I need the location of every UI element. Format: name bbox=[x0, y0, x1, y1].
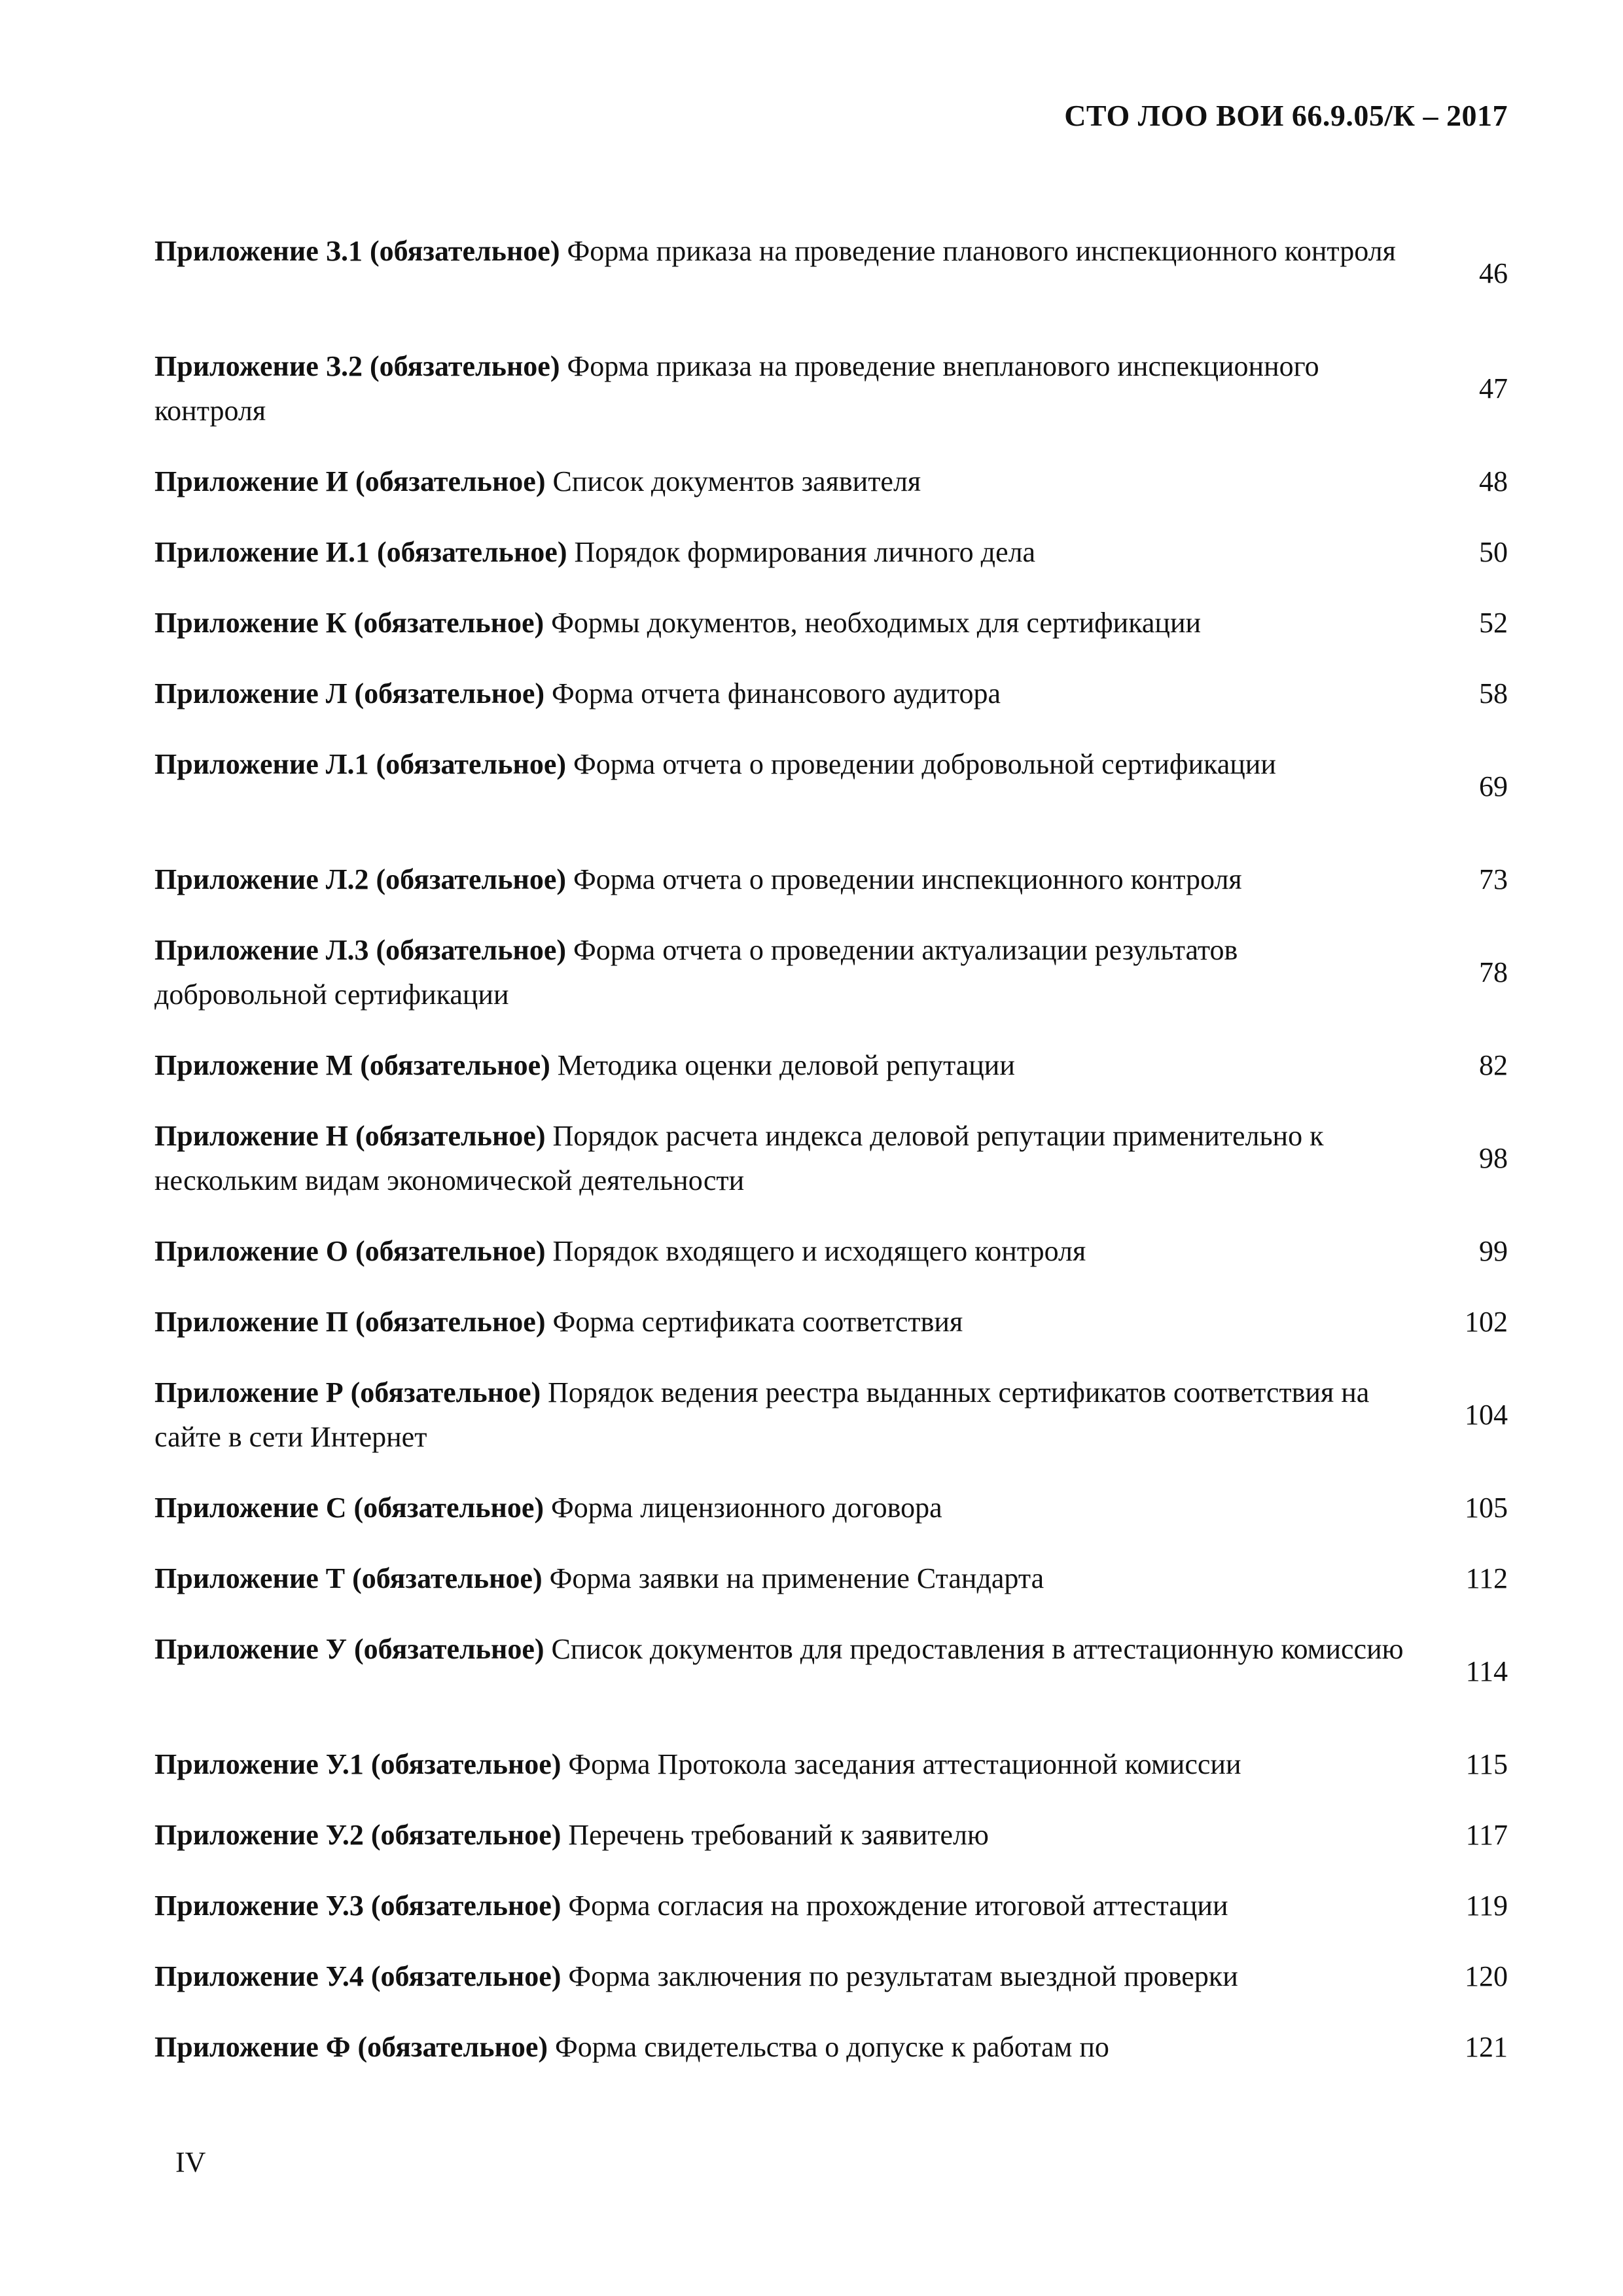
toc-entry-label: Приложение У.2 (обязательное) bbox=[154, 1819, 562, 1851]
toc-entry-title bbox=[154, 229, 1404, 274]
toc-entry bbox=[154, 344, 1508, 433]
toc-entry-label: Приложение Л (обязательное) bbox=[154, 677, 545, 709]
toc-entry-page: 115 bbox=[1465, 1748, 1508, 1780]
toc-entry-title bbox=[154, 1556, 1404, 1601]
toc-entry bbox=[154, 1627, 1508, 1716]
toc-entry bbox=[154, 1884, 1508, 1928]
toc-entry-title bbox=[154, 1300, 1404, 1344]
toc-entry-page: 82 bbox=[1479, 1049, 1508, 1081]
toc-entry-text: Форма отчета финансового аудитора bbox=[552, 677, 1001, 709]
toc-entry-title bbox=[154, 459, 1404, 504]
toc-entry-label: Приложение К (обязательное) bbox=[154, 607, 544, 639]
page-number: IV bbox=[175, 2146, 206, 2178]
toc-entry-page: 104 bbox=[1465, 1399, 1508, 1431]
toc-entry-page: 48 bbox=[1479, 465, 1508, 497]
toc-entry-text: Список документов для предоставления в аттестационную комиссию bbox=[551, 1633, 1404, 1665]
toc-entry-page: 119 bbox=[1465, 1890, 1508, 1922]
toc-entry-title bbox=[154, 601, 1404, 645]
toc-entry-page: 58 bbox=[1479, 677, 1508, 709]
toc-entry-page: 117 bbox=[1465, 1819, 1508, 1851]
toc-entry-page: 47 bbox=[1479, 372, 1508, 404]
toc-entry-text: Форма согласия на прохождение итоговой аттестации bbox=[568, 1890, 1228, 1922]
toc-entry-title bbox=[154, 1627, 1404, 1672]
toc-entry-label: Приложение Ф (обязательное) bbox=[154, 2031, 548, 2063]
toc-entry-title bbox=[154, 1486, 1404, 1530]
toc-entry-page: 78 bbox=[1479, 956, 1508, 988]
toc-entry-title bbox=[154, 344, 1404, 433]
toc-entry bbox=[154, 2025, 1508, 2070]
toc-entry-page: 98 bbox=[1479, 1142, 1508, 1174]
toc-entry-label: Приложение М (обязательное) bbox=[154, 1049, 550, 1081]
toc-entry-label: Приложение У.1 (обязательное) bbox=[154, 1748, 562, 1780]
toc-entry-page: 114 bbox=[1465, 1655, 1508, 1687]
toc-entry-page: 69 bbox=[1479, 770, 1508, 802]
toc-entry-page: 46 bbox=[1479, 257, 1508, 289]
toc-entry-page: 99 bbox=[1479, 1235, 1508, 1267]
toc-entry-title bbox=[154, 928, 1404, 1017]
toc-entry-text: Перечень требований к заявителю bbox=[568, 1819, 989, 1851]
toc-entry-label: Приложение Л.1 (обязательное) bbox=[154, 748, 567, 780]
toc-entry-title bbox=[154, 1114, 1404, 1203]
toc-entry-text: Порядок расчета индекса деловой репутации применительно к нескольким видам экономической деятельности bbox=[154, 1120, 1324, 1196]
toc-entry-text: Порядок формирования личного дела bbox=[574, 536, 1036, 568]
toc-entry bbox=[154, 1300, 1508, 1344]
toc-entry bbox=[154, 928, 1508, 1017]
toc-entry-page: 52 bbox=[1479, 607, 1508, 639]
toc-entry-label: Приложение У.4 (обязательное) bbox=[154, 1960, 562, 1992]
toc-entry-title bbox=[154, 1371, 1404, 1460]
toc-entry-title bbox=[154, 1229, 1404, 1274]
toc-entry-label: Приложение И.1 (обязательное) bbox=[154, 536, 567, 568]
toc-entry-text: Форма отчета о проведении инспекционного контроля bbox=[573, 863, 1242, 895]
toc-entry-title bbox=[154, 742, 1404, 787]
toc-entry bbox=[154, 742, 1508, 831]
toc-entry bbox=[154, 530, 1508, 575]
toc-entry-label: Приложение Р (обязательное) bbox=[154, 1376, 541, 1408]
toc-entry bbox=[154, 672, 1508, 716]
toc-entry-title bbox=[154, 1954, 1404, 1999]
toc-entry-text: Список документов заявителя bbox=[552, 465, 921, 497]
toc-entry-label: Приложение Л.2 (обязательное) bbox=[154, 863, 567, 895]
toc-entry-text: Форма приказа на проведение внепланового инспекционного контроля bbox=[154, 350, 1319, 427]
toc-entry-label: Приложение З.2 (обязательное) bbox=[154, 350, 560, 382]
toc-entry-label: Приложение З.1 (обязательное) bbox=[154, 235, 560, 267]
toc-entry-label: Приложение С (обязательное) bbox=[154, 1492, 544, 1524]
toc-entry bbox=[154, 1114, 1508, 1203]
toc-entry bbox=[154, 1486, 1508, 1530]
toc-entry-text: Форма свидетельства о допуске к работам по bbox=[555, 2031, 1109, 2063]
toc-entry-page: 102 bbox=[1465, 1306, 1508, 1338]
toc-entry bbox=[154, 1043, 1508, 1088]
toc-entry-page: 105 bbox=[1465, 1492, 1508, 1524]
toc-entry-page: 73 bbox=[1479, 863, 1508, 895]
toc-entry bbox=[154, 1229, 1508, 1274]
toc-entry-label: Приложение И (обязательное) bbox=[154, 465, 546, 497]
document-code-header: СТО ЛОО ВОИ 66.9.05/К – 2017 bbox=[1064, 99, 1508, 132]
toc-entry-title bbox=[154, 672, 1404, 716]
toc-entry-title bbox=[154, 1043, 1404, 1088]
toc-entry-label: Приложение Т (обязательное) bbox=[154, 1562, 543, 1594]
toc-entry-page: 112 bbox=[1465, 1562, 1508, 1594]
toc-entry bbox=[154, 857, 1508, 902]
toc-entry-text: Форма лицензионного договора bbox=[551, 1492, 942, 1524]
toc-entry-text: Форма отчета о проведении добровольной сертификации bbox=[573, 748, 1276, 780]
toc-entry-label: Приложение У.3 (обязательное) bbox=[154, 1890, 562, 1922]
toc-entry bbox=[154, 1556, 1508, 1601]
toc-entry-label: Приложение У (обязательное) bbox=[154, 1633, 544, 1665]
toc-entry-text: Форма Протокола заседания аттестационной комиссии bbox=[568, 1748, 1241, 1780]
toc-entry-title bbox=[154, 1884, 1404, 1928]
toc-entry-title bbox=[154, 857, 1404, 902]
toc-entry-text: Методика оценки деловой репутации bbox=[557, 1049, 1015, 1081]
toc-entry-title bbox=[154, 530, 1404, 575]
toc-entry-title bbox=[154, 1742, 1404, 1787]
toc-entry bbox=[154, 1813, 1508, 1857]
toc-entry-text: Форма заявки на применение Стандарта bbox=[549, 1562, 1044, 1594]
toc-entry bbox=[154, 1954, 1508, 1999]
toc-entry-text: Формы документов, необходимых для сертификации bbox=[551, 607, 1202, 639]
toc-entry-page: 120 bbox=[1465, 1960, 1508, 1992]
toc-entry bbox=[154, 601, 1508, 645]
toc-entry-text: Порядок ведения реестра выданных сертификатов соответствия на сайте в сети Интернет bbox=[154, 1376, 1370, 1453]
toc-entry-text: Форма сертификата соответствия bbox=[552, 1306, 963, 1338]
toc-entry bbox=[154, 1371, 1508, 1460]
toc-entry bbox=[154, 1742, 1508, 1787]
toc-entry-page: 121 bbox=[1465, 2031, 1508, 2063]
toc-entry-page: 50 bbox=[1479, 536, 1508, 568]
toc-entry bbox=[154, 229, 1508, 318]
toc-entry-label: Приложение П (обязательное) bbox=[154, 1306, 546, 1338]
toc-entry-text: Форма отчета о проведении актуализации результатов добровольной сертификации bbox=[154, 934, 1238, 1011]
toc-entry-title bbox=[154, 1813, 1404, 1857]
toc-entry-label: Приложение Н (обязательное) bbox=[154, 1120, 546, 1152]
toc-entry-text: Порядок входящего и исходящего контроля bbox=[552, 1235, 1086, 1267]
toc-entry-title bbox=[154, 2025, 1404, 2070]
toc-entry bbox=[154, 459, 1508, 504]
table-of-contents bbox=[154, 229, 1508, 2096]
toc-entry-text: Форма заключения по результатам выездной проверки bbox=[568, 1960, 1238, 1992]
toc-entry-label: Приложение Л.3 (обязательное) bbox=[154, 934, 567, 966]
toc-entry-label: Приложение О (обязательное) bbox=[154, 1235, 546, 1267]
toc-entry-text: Форма приказа на проведение планового инспекционного контроля bbox=[567, 235, 1396, 267]
